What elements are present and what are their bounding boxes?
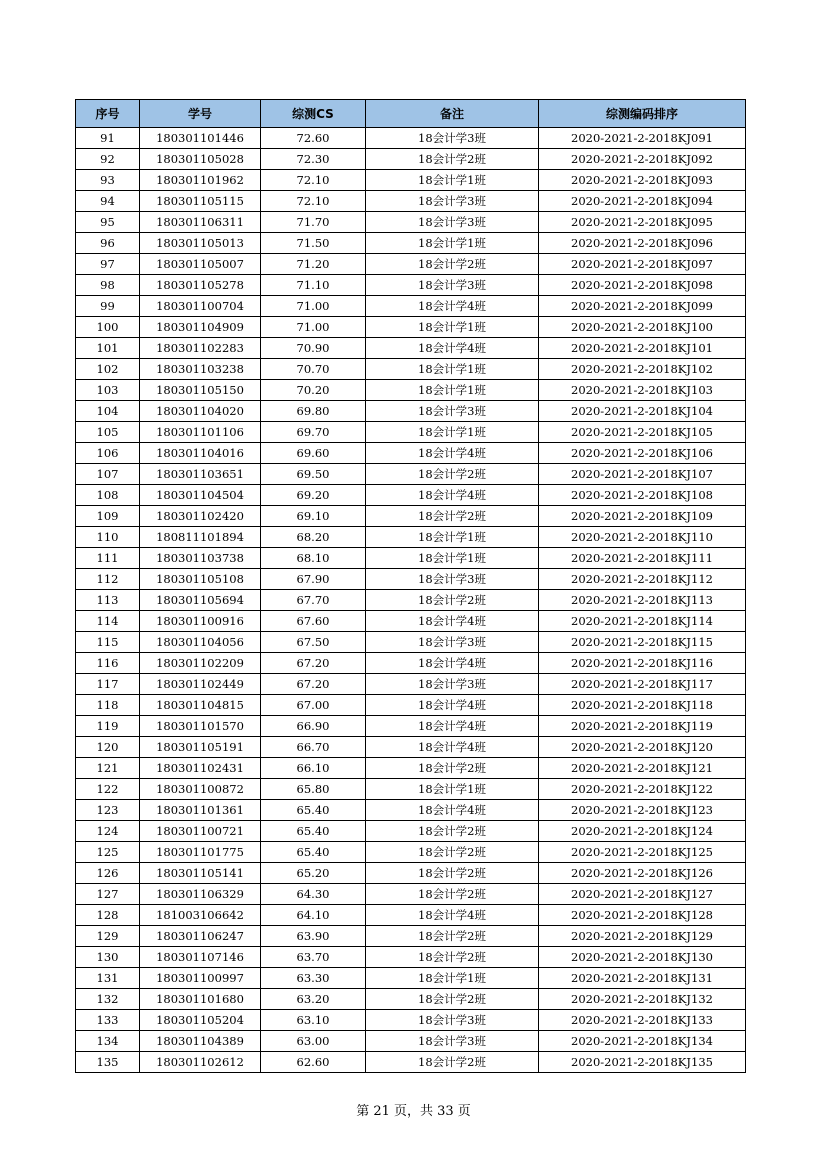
table-row [76, 884, 746, 905]
cell-score: 65.40 [261, 842, 366, 863]
cell-student-id: 180301105028 [140, 149, 261, 170]
cell-score: 63.70 [261, 947, 366, 968]
cell-score: 64.10 [261, 905, 366, 926]
cell-code: 2020-2021-2-2018KJ098 [539, 275, 746, 296]
cell-remark: 18会计学2班 [366, 926, 539, 947]
cell-row-index: 133 [76, 1010, 140, 1031]
table-body [76, 128, 746, 1073]
cell-score: 69.60 [261, 443, 366, 464]
cell-row-index: 92 [76, 149, 140, 170]
cell-score: 66.10 [261, 758, 366, 779]
cell-student-id: 180301100721 [140, 821, 261, 842]
cell-code: 2020-2021-2-2018KJ093 [539, 170, 746, 191]
cell-remark: 18会计学2班 [366, 947, 539, 968]
table-row [76, 464, 746, 485]
cell-row-index: 129 [76, 926, 140, 947]
cell-student-id: 180301105007 [140, 254, 261, 275]
cell-score: 72.10 [261, 170, 366, 191]
cell-row-index: 96 [76, 233, 140, 254]
table-row [76, 380, 746, 401]
table-row [76, 989, 746, 1010]
cell-code: 2020-2021-2-2018KJ126 [539, 863, 746, 884]
cell-code: 2020-2021-2-2018KJ116 [539, 653, 746, 674]
cell-remark: 18会计学4班 [366, 611, 539, 632]
cell-remark: 18会计学4班 [366, 905, 539, 926]
table-row [76, 212, 746, 233]
cell-code: 2020-2021-2-2018KJ108 [539, 485, 746, 506]
table-row [76, 422, 746, 443]
cell-student-id: 180301105141 [140, 863, 261, 884]
cell-row-index: 112 [76, 569, 140, 590]
cell-remark: 18会计学4班 [366, 800, 539, 821]
cell-code: 2020-2021-2-2018KJ114 [539, 611, 746, 632]
cell-score: 65.40 [261, 821, 366, 842]
cell-remark: 18会计学1班 [366, 422, 539, 443]
cell-code: 2020-2021-2-2018KJ101 [539, 338, 746, 359]
cell-row-index: 108 [76, 485, 140, 506]
table-row [76, 548, 746, 569]
cell-score: 72.60 [261, 128, 366, 149]
cell-remark: 18会计学2班 [366, 821, 539, 842]
cell-remark: 18会计学1班 [366, 359, 539, 380]
cell-student-id: 180301101570 [140, 716, 261, 737]
cell-code: 2020-2021-2-2018KJ132 [539, 989, 746, 1010]
table-row [76, 611, 746, 632]
cell-row-index: 103 [76, 380, 140, 401]
cell-row-index: 106 [76, 443, 140, 464]
cell-code: 2020-2021-2-2018KJ102 [539, 359, 746, 380]
cell-remark: 18会计学4班 [366, 716, 539, 737]
cell-remark: 18会计学3班 [366, 401, 539, 422]
cell-score: 69.20 [261, 485, 366, 506]
cell-student-id: 180301105278 [140, 275, 261, 296]
table-row [76, 128, 746, 149]
cell-score: 66.70 [261, 737, 366, 758]
cell-code: 2020-2021-2-2018KJ124 [539, 821, 746, 842]
cell-score: 70.20 [261, 380, 366, 401]
cell-student-id: 180301102209 [140, 653, 261, 674]
header-student-id: 学号 [140, 100, 261, 128]
table-row [76, 1010, 746, 1031]
table-row [76, 296, 746, 317]
table-row [76, 842, 746, 863]
cell-row-index: 99 [76, 296, 140, 317]
cell-code: 2020-2021-2-2018KJ112 [539, 569, 746, 590]
cell-score: 71.50 [261, 233, 366, 254]
table-row [76, 947, 746, 968]
cell-row-index: 97 [76, 254, 140, 275]
table-row [76, 275, 746, 296]
cell-score: 67.70 [261, 590, 366, 611]
table-row [76, 443, 746, 464]
cell-student-id: 180301105013 [140, 233, 261, 254]
table-row [76, 632, 746, 653]
page-footer: 第 21 页，共 33 页 [356, 1104, 471, 1119]
cell-score: 70.90 [261, 338, 366, 359]
cell-score: 68.20 [261, 527, 366, 548]
table-row [76, 905, 746, 926]
cell-score: 67.50 [261, 632, 366, 653]
cell-row-index: 102 [76, 359, 140, 380]
cell-student-id: 180301103738 [140, 548, 261, 569]
cell-code: 2020-2021-2-2018KJ119 [539, 716, 746, 737]
cell-student-id: 180811101894 [140, 527, 261, 548]
header-code: 综测编码排序 [539, 100, 746, 128]
cell-score: 69.50 [261, 464, 366, 485]
table-row [76, 590, 746, 611]
cell-score: 63.00 [261, 1031, 366, 1052]
cell-row-index: 124 [76, 821, 140, 842]
cell-student-id: 181003106642 [140, 905, 261, 926]
cell-code: 2020-2021-2-2018KJ097 [539, 254, 746, 275]
cell-score: 72.10 [261, 191, 366, 212]
cell-score: 65.40 [261, 800, 366, 821]
header-score: 综测CS [261, 100, 366, 128]
cell-remark: 18会计学1班 [366, 779, 539, 800]
cell-code: 2020-2021-2-2018KJ117 [539, 674, 746, 695]
cell-score: 66.90 [261, 716, 366, 737]
cell-remark: 18会计学4班 [366, 737, 539, 758]
cell-code: 2020-2021-2-2018KJ099 [539, 296, 746, 317]
cell-remark: 18会计学2班 [366, 464, 539, 485]
table-row [76, 863, 746, 884]
cell-student-id: 180301101680 [140, 989, 261, 1010]
table-row [76, 149, 746, 170]
cell-code: 2020-2021-2-2018KJ118 [539, 695, 746, 716]
header-index: 序号 [76, 100, 140, 128]
cell-remark: 18会计学3班 [366, 632, 539, 653]
cell-score: 65.80 [261, 779, 366, 800]
cell-student-id: 180301101962 [140, 170, 261, 191]
cell-row-index: 109 [76, 506, 140, 527]
cell-code: 2020-2021-2-2018KJ110 [539, 527, 746, 548]
cell-code: 2020-2021-2-2018KJ105 [539, 422, 746, 443]
cell-remark: 18会计学2班 [366, 884, 539, 905]
cell-row-index: 134 [76, 1031, 140, 1052]
cell-score: 63.20 [261, 989, 366, 1010]
cell-remark: 18会计学1班 [366, 233, 539, 254]
cell-row-index: 95 [76, 212, 140, 233]
cell-remark: 18会计学1班 [366, 170, 539, 191]
cell-score: 68.10 [261, 548, 366, 569]
cell-remark: 18会计学4班 [366, 653, 539, 674]
cell-student-id: 180301101106 [140, 422, 261, 443]
table-row [76, 758, 746, 779]
cell-student-id: 180301105191 [140, 737, 261, 758]
table-row [76, 569, 746, 590]
table-header-row [76, 100, 746, 128]
cell-student-id: 180301105150 [140, 380, 261, 401]
cell-row-index: 132 [76, 989, 140, 1010]
table-row [76, 506, 746, 527]
table-row [76, 737, 746, 758]
cell-remark: 18会计学4班 [366, 695, 539, 716]
cell-row-index: 117 [76, 674, 140, 695]
cell-remark: 18会计学2班 [366, 506, 539, 527]
cell-row-index: 113 [76, 590, 140, 611]
cell-remark: 18会计学3班 [366, 569, 539, 590]
cell-row-index: 110 [76, 527, 140, 548]
cell-score: 63.90 [261, 926, 366, 947]
cell-student-id: 180301100916 [140, 611, 261, 632]
cell-student-id: 180301104389 [140, 1031, 261, 1052]
cell-code: 2020-2021-2-2018KJ134 [539, 1031, 746, 1052]
cell-code: 2020-2021-2-2018KJ103 [539, 380, 746, 401]
cell-student-id: 180301105115 [140, 191, 261, 212]
table-row [76, 359, 746, 380]
table-row [76, 191, 746, 212]
cell-remark: 18会计学4班 [366, 296, 539, 317]
cell-remark: 18会计学3班 [366, 128, 539, 149]
cell-score: 71.10 [261, 275, 366, 296]
cell-remark: 18会计学3班 [366, 212, 539, 233]
cell-remark: 18会计学2班 [366, 149, 539, 170]
cell-student-id: 180301107146 [140, 947, 261, 968]
cell-row-index: 107 [76, 464, 140, 485]
cell-remark: 18会计学1班 [366, 317, 539, 338]
cell-student-id: 180301102283 [140, 338, 261, 359]
cell-code: 2020-2021-2-2018KJ121 [539, 758, 746, 779]
cell-row-index: 135 [76, 1052, 140, 1073]
cell-score: 63.30 [261, 968, 366, 989]
table-row [76, 821, 746, 842]
cell-row-index: 101 [76, 338, 140, 359]
cell-score: 62.60 [261, 1052, 366, 1073]
cell-code: 2020-2021-2-2018KJ125 [539, 842, 746, 863]
cell-remark: 18会计学2班 [366, 590, 539, 611]
score-table [75, 99, 746, 1073]
cell-code: 2020-2021-2-2018KJ092 [539, 149, 746, 170]
table-row [76, 527, 746, 548]
cell-student-id: 180301104020 [140, 401, 261, 422]
header-remark: 备注 [366, 100, 539, 128]
table-row [76, 401, 746, 422]
cell-remark: 18会计学1班 [366, 380, 539, 401]
cell-row-index: 98 [76, 275, 140, 296]
cell-row-index: 93 [76, 170, 140, 191]
cell-score: 67.60 [261, 611, 366, 632]
cell-student-id: 180301105108 [140, 569, 261, 590]
cell-row-index: 91 [76, 128, 140, 149]
cell-code: 2020-2021-2-2018KJ109 [539, 506, 746, 527]
cell-remark: 18会计学4班 [366, 338, 539, 359]
table-row [76, 317, 746, 338]
cell-remark: 18会计学4班 [366, 443, 539, 464]
cell-row-index: 126 [76, 863, 140, 884]
cell-student-id: 180301101775 [140, 842, 261, 863]
cell-student-id: 180301101446 [140, 128, 261, 149]
table-row [76, 170, 746, 191]
table-row [76, 338, 746, 359]
cell-student-id: 180301104909 [140, 317, 261, 338]
cell-student-id: 180301104815 [140, 695, 261, 716]
cell-row-index: 118 [76, 695, 140, 716]
cell-remark: 18会计学2班 [366, 254, 539, 275]
cell-remark: 18会计学1班 [366, 527, 539, 548]
cell-row-index: 125 [76, 842, 140, 863]
cell-row-index: 111 [76, 548, 140, 569]
cell-remark: 18会计学1班 [366, 968, 539, 989]
cell-student-id: 180301100997 [140, 968, 261, 989]
table-row [76, 779, 746, 800]
cell-student-id: 180301100872 [140, 779, 261, 800]
cell-student-id: 180301102431 [140, 758, 261, 779]
cell-code: 2020-2021-2-2018KJ106 [539, 443, 746, 464]
cell-code: 2020-2021-2-2018KJ115 [539, 632, 746, 653]
table-row [76, 653, 746, 674]
cell-code: 2020-2021-2-2018KJ104 [539, 401, 746, 422]
table-row [76, 674, 746, 695]
cell-code: 2020-2021-2-2018KJ135 [539, 1052, 746, 1073]
cell-score: 67.90 [261, 569, 366, 590]
cell-remark: 18会计学3班 [366, 191, 539, 212]
cell-score: 71.00 [261, 296, 366, 317]
cell-score: 65.20 [261, 863, 366, 884]
table-row [76, 1031, 746, 1052]
cell-student-id: 180301103238 [140, 359, 261, 380]
cell-student-id: 180301106329 [140, 884, 261, 905]
cell-score: 72.30 [261, 149, 366, 170]
cell-score: 70.70 [261, 359, 366, 380]
cell-student-id: 180301105694 [140, 590, 261, 611]
cell-code: 2020-2021-2-2018KJ096 [539, 233, 746, 254]
cell-student-id: 180301100704 [140, 296, 261, 317]
cell-row-index: 94 [76, 191, 140, 212]
table-row [76, 926, 746, 947]
cell-student-id: 180301103651 [140, 464, 261, 485]
table-row [76, 800, 746, 821]
cell-student-id: 180301102420 [140, 506, 261, 527]
cell-row-index: 121 [76, 758, 140, 779]
table-row [76, 968, 746, 989]
cell-remark: 18会计学3班 [366, 275, 539, 296]
cell-score: 71.00 [261, 317, 366, 338]
cell-score: 64.30 [261, 884, 366, 905]
cell-student-id: 180301102612 [140, 1052, 261, 1073]
table-row [76, 233, 746, 254]
cell-student-id: 180301104504 [140, 485, 261, 506]
cell-code: 2020-2021-2-2018KJ123 [539, 800, 746, 821]
cell-remark: 18会计学3班 [366, 674, 539, 695]
cell-row-index: 120 [76, 737, 140, 758]
cell-student-id: 180301106311 [140, 212, 261, 233]
table-row [76, 485, 746, 506]
cell-remark: 18会计学4班 [366, 485, 539, 506]
cell-score: 67.20 [261, 653, 366, 674]
cell-remark: 18会计学3班 [366, 1031, 539, 1052]
cell-code: 2020-2021-2-2018KJ100 [539, 317, 746, 338]
cell-code: 2020-2021-2-2018KJ130 [539, 947, 746, 968]
cell-remark: 18会计学2班 [366, 989, 539, 1010]
table-row [76, 695, 746, 716]
cell-row-index: 115 [76, 632, 140, 653]
cell-code: 2020-2021-2-2018KJ095 [539, 212, 746, 233]
cell-row-index: 128 [76, 905, 140, 926]
cell-student-id: 180301104056 [140, 632, 261, 653]
cell-code: 2020-2021-2-2018KJ094 [539, 191, 746, 212]
cell-remark: 18会计学3班 [366, 1010, 539, 1031]
cell-row-index: 100 [76, 317, 140, 338]
cell-code: 2020-2021-2-2018KJ091 [539, 128, 746, 149]
cell-code: 2020-2021-2-2018KJ122 [539, 779, 746, 800]
cell-score: 69.10 [261, 506, 366, 527]
cell-row-index: 130 [76, 947, 140, 968]
cell-row-index: 105 [76, 422, 140, 443]
cell-row-index: 116 [76, 653, 140, 674]
cell-student-id: 180301106247 [140, 926, 261, 947]
cell-student-id: 180301104016 [140, 443, 261, 464]
cell-code: 2020-2021-2-2018KJ129 [539, 926, 746, 947]
table-row [76, 716, 746, 737]
cell-student-id: 180301101361 [140, 800, 261, 821]
cell-score: 69.80 [261, 401, 366, 422]
cell-score: 67.00 [261, 695, 366, 716]
cell-code: 2020-2021-2-2018KJ133 [539, 1010, 746, 1031]
cell-remark: 18会计学2班 [366, 758, 539, 779]
cell-remark: 18会计学2班 [366, 863, 539, 884]
cell-remark: 18会计学1班 [366, 548, 539, 569]
cell-row-index: 119 [76, 716, 140, 737]
cell-code: 2020-2021-2-2018KJ128 [539, 905, 746, 926]
cell-row-index: 127 [76, 884, 140, 905]
table-row [76, 1052, 746, 1073]
cell-row-index: 104 [76, 401, 140, 422]
cell-score: 69.70 [261, 422, 366, 443]
cell-row-index: 131 [76, 968, 140, 989]
cell-remark: 18会计学2班 [366, 842, 539, 863]
cell-row-index: 114 [76, 611, 140, 632]
cell-score: 71.70 [261, 212, 366, 233]
cell-student-id: 180301105204 [140, 1010, 261, 1031]
table-row [76, 254, 746, 275]
cell-code: 2020-2021-2-2018KJ120 [539, 737, 746, 758]
cell-code: 2020-2021-2-2018KJ113 [539, 590, 746, 611]
cell-score: 71.20 [261, 254, 366, 275]
cell-row-index: 123 [76, 800, 140, 821]
cell-code: 2020-2021-2-2018KJ127 [539, 884, 746, 905]
cell-student-id: 180301102449 [140, 674, 261, 695]
cell-row-index: 122 [76, 779, 140, 800]
cell-score: 67.20 [261, 674, 366, 695]
cell-code: 2020-2021-2-2018KJ111 [539, 548, 746, 569]
cell-code: 2020-2021-2-2018KJ107 [539, 464, 746, 485]
cell-score: 63.10 [261, 1010, 366, 1031]
cell-code: 2020-2021-2-2018KJ131 [539, 968, 746, 989]
cell-remark: 18会计学2班 [366, 1052, 539, 1073]
